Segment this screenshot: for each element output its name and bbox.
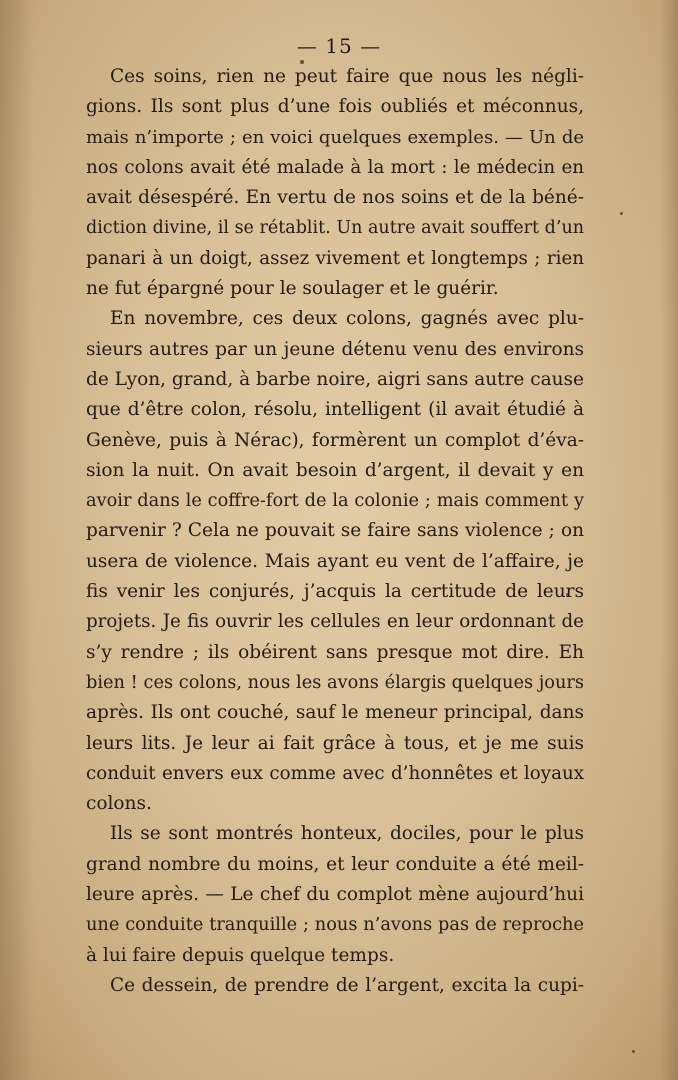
text-line: En novembre, ces deux colons, gagnés avec plu- — [110, 308, 584, 330]
paper-speck — [632, 1050, 635, 1053]
text-line: sieurs autres par un jeune détenu venu des environs — [86, 338, 584, 360]
text-line: grand nombre du moins, et leur conduite a été meil- — [86, 853, 584, 875]
text-line: sion la nuit. On avait besoin d’argent, il devait y en — [86, 459, 584, 481]
text-line: Ces soins, rien ne peut faire que nous les négli- — [110, 66, 584, 87]
text-line: panari à un doigt, assez vivement et longtemps ; rien — [86, 247, 584, 269]
text-line: après. Ils ont couché, sauf le meneur principal, dans — [86, 702, 584, 724]
spine-shadow — [0, 0, 34, 1080]
page-number: — 15 — — [296, 34, 382, 58]
text-line: Genève, puis à Nérac), formèrent un complot d’éva- — [86, 429, 584, 451]
text-line: avoir dans le coffre-fort de la colonie ; mais comment y — [86, 491, 584, 512]
text-line: diction divine, il se rétablit. Un autre avait souffert d’un — [86, 218, 584, 239]
text-line: fis venir les conjurés, j’acquis la certitude de leurs — [86, 581, 584, 603]
text-line: gions. Ils sont plus d’une fois oubliés et méconnus, — [86, 96, 584, 118]
text-line: Ils se sont montrés honteux, dociles, pour le plus — [110, 823, 584, 845]
text-line: ne fut épargné pour le soulager et le guérir. — [86, 278, 499, 300]
text-line: nos colons avait été malade à la mort : le médecin en — [86, 156, 584, 178]
text-line: bien ! ces colons, nous les avons élargis quelques jours — [86, 672, 584, 693]
text-line: que d’être colon, résolu, intelligent (il avait étudié à — [86, 399, 584, 421]
page-edge-shadow — [660, 0, 678, 1080]
text-line: leure après. — Le chef du complot mène aujourd’hui — [86, 884, 584, 906]
text-line: parvenir ? Cela ne pouvait se faire sans violence ; on — [86, 520, 584, 542]
text-line: projets. Je fis ouvrir les cellules en leur ordonnant de — [86, 611, 584, 633]
text-line: mais n’importe ; en voici quelques exemples. — Un de — [86, 126, 584, 148]
text-line: s’y rendre ; ils obéirent sans presque mot dire. Eh — [86, 641, 584, 663]
text-line: à lui faire depuis quelque temps. — [86, 944, 395, 966]
text-line: colons. — [86, 793, 152, 815]
paper-speck — [620, 212, 623, 215]
text-line: avait désespéré. En vertu de nos soins et de la béné- — [86, 187, 584, 209]
text-line: conduit envers eux comme avec d’honnêtes et loyaux — [86, 762, 584, 784]
text-line: de Lyon, grand, à barbe noire, aigri sans autre cause — [86, 368, 584, 390]
text-line: usera de violence. Mais ayant eu vent de l’affaire, je — [86, 550, 584, 572]
text-line: leurs lits. Je leur ai fait grâce à tous, et je me suis — [86, 732, 584, 754]
text-line: Ce dessein, de prendre de l’argent, excita la cupi- — [110, 974, 584, 996]
body-text — [86, 62, 584, 1001]
text-line: une conduite tranquille ; nous n’avons pas de reproche — [86, 915, 584, 936]
